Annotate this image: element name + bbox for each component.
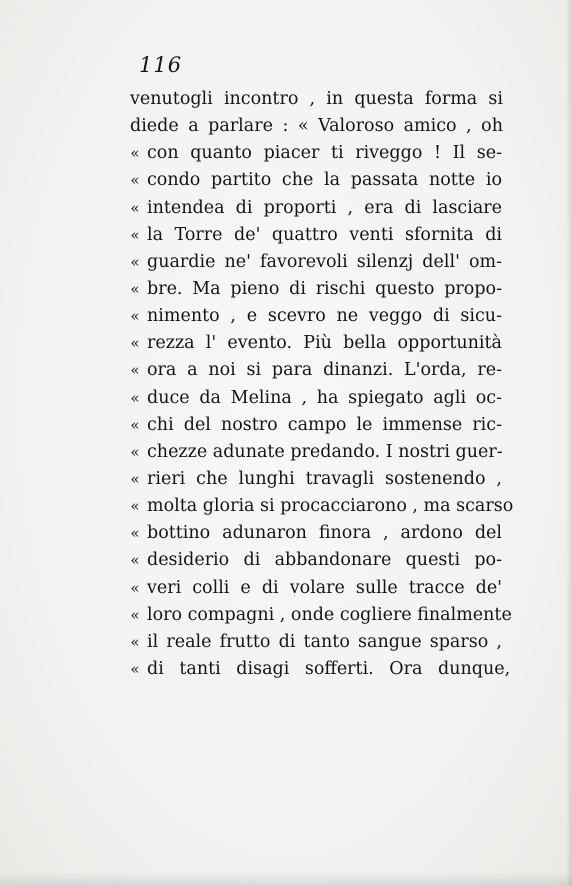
line-text: rieri che lunghi travagli sostenendo , <box>147 468 502 489</box>
line-text: desiderio di abbandonare questi po- <box>147 550 502 571</box>
quote-mark: « <box>130 497 140 516</box>
text-line <box>0 249 572 276</box>
text-line <box>0 140 572 167</box>
line-text: guardie ne' favorevoli silenzj dell' om- <box>147 251 502 272</box>
line-text: ora a noi si para dinanzi. L'orda, re- <box>147 360 502 381</box>
quote-mark: « <box>130 415 140 434</box>
line-text: nimento , e scevro ne veggo di sicu- <box>147 306 502 327</box>
quote-mark: « <box>130 252 140 271</box>
line-text: il reale frutto di tanto sangue sparso , <box>147 631 502 652</box>
text-line <box>0 547 572 574</box>
line-text: chi del nostro campo le immense ric- <box>147 414 502 435</box>
quote-mark: « <box>130 171 140 190</box>
text-line <box>0 167 572 194</box>
quote-mark: « <box>130 279 140 298</box>
text-line <box>0 412 572 439</box>
body-text <box>0 86 572 683</box>
page-edge-shadow <box>566 0 572 886</box>
text-line <box>0 357 572 384</box>
text-line <box>0 629 572 656</box>
page-number: 116 <box>139 53 183 77</box>
line-text: chezze adunate predando. I nostri guer- <box>147 441 503 462</box>
line-text: loro compagni , onde cogliere finalmente <box>147 604 512 625</box>
line-text: bottino adunaron finora , ardono del <box>147 523 502 544</box>
quote-mark: « <box>130 388 140 407</box>
quote-mark: « <box>130 578 140 597</box>
quote-mark: « <box>130 225 140 244</box>
line-text: venutogli incontro , in questa forma si <box>130 89 503 109</box>
line-text: di tanti disagi sofferti. Ora dunque, <box>147 658 511 679</box>
quote-mark: « <box>130 361 140 380</box>
line-text: intendea di proporti , era di lasciare <box>147 197 502 218</box>
text-line <box>0 113 572 140</box>
text-line <box>0 276 572 303</box>
text-line <box>0 575 572 602</box>
text-line <box>0 330 572 357</box>
line-text: veri colli e di volare sulle tracce de' <box>147 577 502 598</box>
quote-mark: « <box>130 307 140 326</box>
text-line <box>0 195 572 222</box>
page-bottom-shadow <box>0 872 572 886</box>
text-line <box>0 493 572 520</box>
text-line <box>0 86 572 113</box>
quote-mark: « <box>130 469 140 488</box>
line-text: rezza l' evento. Più bella opportunità <box>147 333 502 354</box>
quote-mark: « <box>130 551 140 570</box>
text-line <box>0 439 572 466</box>
quote-mark: « <box>130 605 140 624</box>
line-text: diede a parlare : « Valoroso amico , oh <box>130 116 503 137</box>
line-text: con quanto piacer ti riveggo ! Il se- <box>147 143 502 164</box>
quote-mark: « <box>130 632 140 651</box>
text-line <box>0 303 572 330</box>
text-line <box>0 222 572 249</box>
line-text: condo partito che la passata notte io <box>147 170 502 191</box>
quote-mark: « <box>130 659 140 678</box>
text-line <box>0 656 572 683</box>
quote-mark: « <box>130 524 140 543</box>
line-text: duce da Melina , ha spiegato agli oc- <box>147 387 502 408</box>
quote-mark: « <box>130 198 140 217</box>
quote-mark: « <box>130 144 140 163</box>
quote-mark: « <box>130 334 140 353</box>
line-text: molta gloria si procacciarono , ma scarso <box>147 496 514 517</box>
text-line <box>0 602 572 629</box>
text-line <box>0 466 572 493</box>
text-line <box>0 385 572 412</box>
line-text: la Torre de' quattro venti sfornita di <box>147 224 502 245</box>
text-line <box>0 520 572 547</box>
line-text: bre. Ma pieno di rischi questo propo- <box>147 278 502 299</box>
quote-mark: « <box>130 442 140 461</box>
